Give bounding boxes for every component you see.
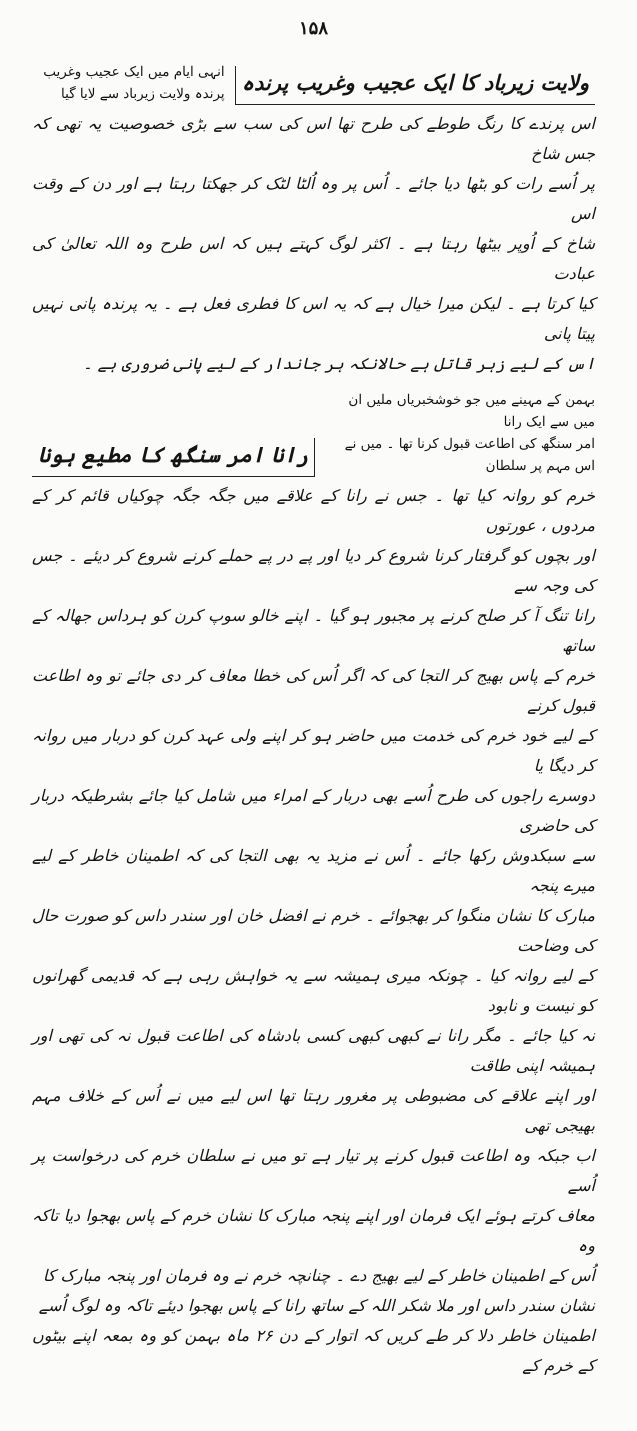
side-note-line: امر سنگھ کی اطاعت قبول کرنا تھا ۔ میں نے اس مہم پر سلطان bbox=[344, 436, 595, 474]
paragraph bbox=[32, 481, 595, 1381]
text-line: اور بچوں کو گرفتار کرنا شروع کر دیا اور پے در پے حملے کرنے شروع کر دیئے ۔ جس کی وجہ سے bbox=[32, 546, 596, 595]
text-line: اس پرندے کا رنگ طوطے کی طرح تھا اس کی سب سے بڑی خصوصیت یہ تھی کہ جس شاخ bbox=[32, 114, 595, 163]
section-heading-row bbox=[32, 389, 595, 477]
paragraph bbox=[32, 109, 595, 379]
section-heading: ولایت زیرباد کا ایک عجیب وغریب پرندہ bbox=[241, 70, 589, 95]
text-line: کے لیے روانہ کیا ۔ چونکہ میری ہمیشہ سے یہ خواہش رہی ہے کہ قدیمی گھرانوں کو نیست و نابود bbox=[32, 966, 595, 1015]
text-line: اُس کے اطمینان خاطر کے لیے بھیج دے ۔ چنانچہ خرم نے وہ فرمان اور پنجہ مبارک کا bbox=[42, 1266, 595, 1285]
text-line: اور اپنے علاقے کی مضبوطی پر مغرور رہتا تھا اس لیے میں نے اُس کے خلاف مہم بھیجی تھی bbox=[32, 1086, 595, 1135]
side-note-line: بہمن کے مہینے میں جو خوشخبریاں ملیں ان میں سے ایک رانا bbox=[348, 392, 595, 430]
text-line: کے لیے خود خرم کی خدمت میں حاضر ہو کر اپنے ولی عہد کرن کو دربار میں روانہ کر دیگا یا bbox=[32, 726, 596, 775]
section-heading-box bbox=[235, 66, 595, 105]
text-line: شاخ کے اُوپر بیٹھا رہتا ہے ۔ اکثر لوگ کہتے ہیں کہ اس طرح وہ اللہ تعالیٰ کی عبادت bbox=[32, 234, 595, 283]
text-line: خرم کو روانہ کیا تھا ۔ جس نے رانا کے علاقے میں جگہ جگہ چوکیاں قائم کر کے مردوں ، عورتوں bbox=[32, 486, 595, 535]
text-line: اس کے لیے زہر قاتل ہے حالانکہ ہر جاندار کے لیے پانی ضروری ہے ۔ bbox=[83, 354, 595, 373]
page-number: ۱۵۸ bbox=[298, 18, 328, 39]
text-line: نشان سندر داس اور ملا شکر اللہ کے ساتھ رانا کے پاس بھجوا دیئے تاکہ وہ لوگ اُسے bbox=[38, 1296, 595, 1315]
text-line: رانا تنگ آ کر صلح کرنے پر مجبور ہو گیا ۔ اپنے خالو سوپ کرن کو ہرداس جھالہ کے ساتھ bbox=[32, 606, 595, 655]
side-note bbox=[32, 61, 225, 105]
text-line: خرم کے پاس بھیج کر التجا کی کہ اگر اُس کی خطا معاف کر دی جائے تو وہ اطاعت قبول کرنے bbox=[32, 666, 595, 715]
side-note bbox=[325, 389, 595, 477]
text-line: اطمینان خاطر دلا کر طے کریں کہ اتوار کے دن ۲۶ ماہ بہمن کو وہ بمعہ اپنے بیٹوں کے خرم کے bbox=[32, 1326, 596, 1375]
text-line: نہ کیا جائے ۔ مگر رانا نے کبھی کبھی کسی بادشاہ کی اطاعت قبول نہ کی تھی اور ہمیشہ اپنی طاقت bbox=[32, 1026, 595, 1075]
text-line: دوسرے راجوں کی طرح اُسے بھی دربار کے امراء میں شامل کیا جائے بشرطیکہ دربار کی حاضری bbox=[32, 786, 595, 835]
section-heading: رانا امر سنگھ کا مطیع ہونا bbox=[38, 442, 309, 467]
text-line: سے سبکدوش رکھا جائے ۔ اُس نے مزید یہ بھی التجا کی کہ اطمینان خاطر کے لیے میرے پنجہ bbox=[32, 846, 595, 895]
text-line: کیا کرتا ہے ۔ لیکن میرا خیال ہے کہ یہ اس کا فطری فعل ہے ۔ یہ پرندہ پانی نہیں پیتا پانی bbox=[32, 294, 595, 343]
side-note-line: پرندہ ولایت زیرباد سے لایا گیا bbox=[61, 86, 225, 102]
side-note-line: انہی ایام میں ایک عجیب وغریب bbox=[43, 64, 225, 80]
text-line: پر اُسے رات کو بٹھا دیا جائے ۔ اُس پر وہ اُلٹا لٹک کر جھکتا رہتا ہے اور دن کے وقت اس bbox=[32, 174, 595, 223]
section-heading-box bbox=[32, 438, 315, 477]
text-line: اب جبکہ وہ اطاعت قبول کرنے پر تیار ہے تو میں نے سلطان خرم کی درخواست پر اُسے bbox=[32, 1146, 595, 1195]
section-heading-row bbox=[32, 61, 595, 105]
text-line: معاف کرتے ہوئے ایک فرمان اور اپنے پنجہ مبارک کا نشان خرم کے پاس بھجوا دیا تاکہ وہ bbox=[32, 1206, 595, 1255]
text-line: مبارک کا نشان منگوا کر بھجوائے ۔ خرم نے افضل خان اور سندر داس کو صورت حال کی وضاحت bbox=[32, 906, 595, 955]
